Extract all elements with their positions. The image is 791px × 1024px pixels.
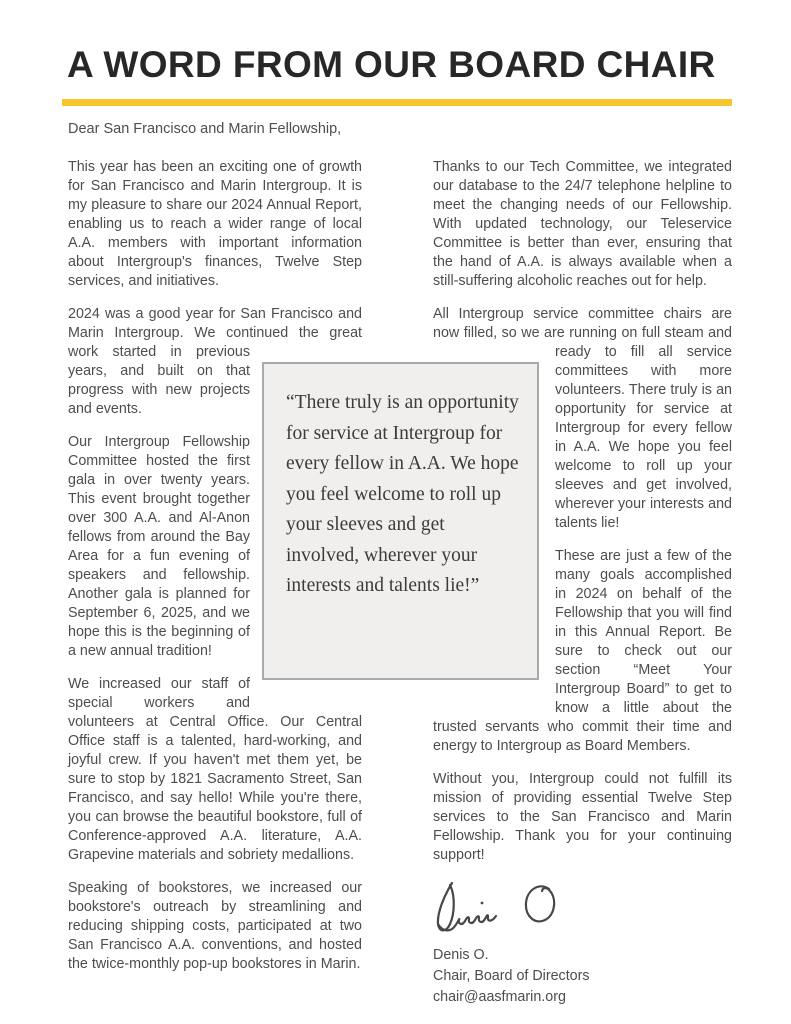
salutation: Dear San Francisco and Marin Fellowship, <box>68 121 342 137</box>
handwritten-signature-icon <box>431 879 581 937</box>
paragraph-left-2: 2024 was a good year for San Francisco and Marin Intergroup. We continued the great work started in previous years, and built on that progress with new projects and events. <box>68 306 362 417</box>
signature-block <box>433 879 732 1007</box>
page-title: A WORD FROM OUR BOARD CHAIR <box>67 44 716 85</box>
paragraph-right-3: These are just a few of the many goals accomplished in 2024 on behalf of the Fellowship that you will find in this Annual Report. Be sure to check out our section “Meet Your Intergroup Board” to get to know a little about the trusted servants who commit their time and energy to Intergroup as Board Members. <box>433 548 732 754</box>
signature-email: chair@aasfmarin.org <box>433 989 566 1005</box>
pull-quote-box <box>262 362 539 680</box>
paragraph-right-4: Without you, Intergroup could not fulfill its mission of providing essential Twelve Step services to the San Francisco and Marin Fellowship. Thank you for your continuing support! <box>433 771 732 863</box>
paragraph-left-3: Our Intergroup Fellowship Committee hosted the first gala in over twenty years. This event brought together over 300 A.A. and Al-Anon fellows from around the Bay Area for a fun evening of speakers and fellowship. Another gala is planned for September 6, 2025, and we hope this is the beginning of a new annual tradition! <box>68 434 250 659</box>
signature-role: Chair, Board of Directors <box>433 968 590 984</box>
pull-quote-text: “There truly is an opportunity for service at Intergroup for every fellow in A.A. We hope you feel welcome to roll up your sleeves and get involved, wherever your interests and talents lie!” <box>286 392 519 596</box>
paragraph-left-1: This year has been an exciting one of growth for San Francisco and Marin Intergroup. It is my pleasure to share our 2024 Annual Report, enabling us to reach a wider range of local A.A. members with important information about Intergroup's finances, Twelve Step services, and initiatives. <box>68 159 362 289</box>
paragraph-left-4: We increased our staff of special workers and volunteers at Central Office. Our Central Office staff is a talented, hard-working, and joyful crew. If you haven't met them yet, be sure to stop by 1821 Sacramento Street, San Francisco, and say hello! While you're there, you can browse the beautiful bookstore, full of Conference-approved A.A. literature, A.A. Grapevine materials and sobriety medallions. <box>68 676 362 863</box>
signature-name: Denis O. <box>433 947 489 963</box>
paragraph-right-1: Thanks to our Tech Committee, we integrated our database to the 24/7 telephone helpline to meet the changing needs of our Fellowship. With updated technology, our Teleservice Committee is better than ever, ensuring that the hand of A.A. is always available when a still-suffering alcoholic reaches out for help. <box>433 159 732 289</box>
title-underline-rule <box>62 99 732 106</box>
paragraph-left-5: Speaking of bookstores, we increased our bookstore's outreach by streamlining and reducing shipping costs, participated at two San Francisco A.A. conventions, and hosted the twice-monthly pop-up bookstores in Marin. <box>68 880 362 972</box>
paragraph-right-2: All Intergroup service committee chairs are now filled, so we are running on full steam and ready to fill all service committees with more volunteers. There truly is an opportunity for service at Intergroup for every fellow in A.A. We hope you feel welcome to roll up your sleeves and get involved, wherever your interests and talents lie! <box>433 306 732 531</box>
